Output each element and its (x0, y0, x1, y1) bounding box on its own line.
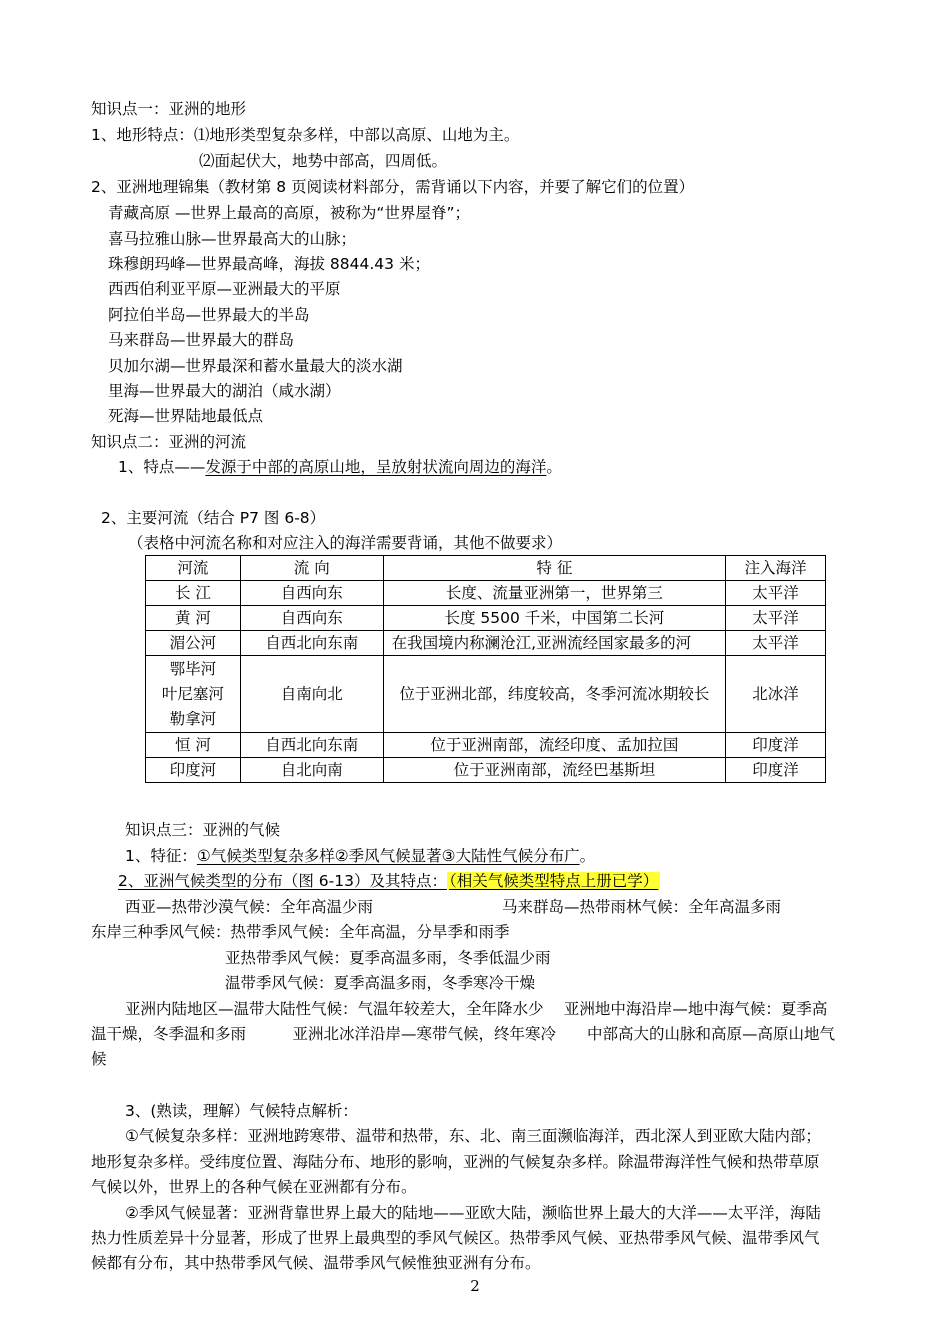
river-ocean: 印度洋 (726, 758, 826, 783)
fact-item: 喜马拉雅山脉—世界最高大的山脉； (108, 230, 357, 248)
table-row (146, 656, 826, 733)
river-feature: 长度 5500 千米，中国第二长河 (383, 606, 725, 631)
river-feature-suffix: 。 (546, 458, 562, 476)
river-ocean: 太平洋 (726, 631, 826, 656)
river-name-line: 勒拿河 (169, 709, 217, 728)
table-header: 河流 (146, 556, 241, 581)
section3-title: 知识点三：亚洲的气候 (125, 821, 281, 839)
main-rivers-note: （表格中河流名称和对应注入的海洋需要背诵，其他不做要求） (128, 534, 563, 552)
analysis-paragraph-line: ①气候复杂多样：亚洲地跨寒带、温带和热带，东、北、南三面濒临海洋，西北深人到亚欧大陆内部； (125, 1127, 821, 1145)
river-direction: 自南向北 (240, 656, 383, 733)
climate-analysis-title: 3、(熟读，理解）气候特点解析： (125, 1102, 358, 1120)
section2-title: 知识点二：亚洲的河流 (91, 433, 247, 451)
analysis-paragraph-line: ②季风气候显著：亚洲背靠世界上最大的陆地——亚欧大陆，濒临世界上最大的大洋——太平洋，海陆 (125, 1204, 821, 1222)
climate-distribution-title: 2、亚洲气候类型的分布（图 6-13）及其特点： (118, 872, 447, 890)
analysis-paragraph-line: 气候以外，世界上的各种气候在亚洲都有分布。 (91, 1178, 417, 1196)
river-ocean: 太平洋 (726, 606, 826, 631)
table-header: 流 向 (240, 556, 383, 581)
climate-feature-prefix: 1、特征： (125, 847, 197, 865)
table-header: 注入海洋 (726, 556, 826, 581)
malay-climate: 马来群岛—热带雨林气候：全年高温多雨 (502, 898, 782, 916)
river-name: 恒 河 (146, 733, 241, 758)
fact-item: 贝加尔湖—世界最深和蓄水量最大的淡水湖 (108, 357, 403, 375)
rivers-table (145, 555, 826, 783)
river-direction: 自西向东 (240, 581, 383, 606)
table-header: 特 征 (383, 556, 725, 581)
section1-title: 知识点一：亚洲的地形 (91, 100, 247, 118)
table-row (146, 733, 826, 758)
river-name (146, 656, 241, 733)
river-feature: 长度、流量亚洲第一，世界第三 (383, 581, 725, 606)
terrain-feature-line1: 1、地形特点：⑴地形类型复杂多样，中部以高原、山地为主。 (91, 126, 520, 144)
table-row (146, 606, 826, 631)
analysis-paragraph-line: 地形复杂多样。受纬度位置、海陆分布、地形的影响，亚洲的气候复杂多样。除温带海洋性气候和热带草原 (91, 1153, 820, 1171)
river-name-line: 叶尼塞河 (161, 684, 224, 703)
main-rivers-title: 2、主要河流（结合 P7 图 6-8） (101, 509, 326, 527)
fact-item: 马来群岛—世界最大的群岛 (108, 331, 295, 349)
page-number: 2 (470, 1277, 480, 1295)
climate-paragraph-line: 亚洲内陆地区—温带大陆性气候：气温年较差大，全年降水少 亚洲地中海沿岸—地中海气候：夏季高 (125, 1000, 828, 1018)
river-feature: 位于亚洲南部，流经印度、孟加拉国 (383, 733, 725, 758)
highlighted-note: （相关气候类型特点上册已学） (448, 872, 659, 890)
river-feature: 在我国境内称澜沧江,亚洲流经国家最多的河 (383, 631, 725, 656)
climate-paragraph-line: 温干燥，冬季温和多雨 亚洲北冰洋沿岸—寒带气候，终年寒冷 中部高大的山脉和高原—高原山地气 (91, 1025, 836, 1043)
table-row (146, 758, 826, 783)
fact-item: 西西伯利亚平原—亚洲最大的平原 (108, 280, 341, 298)
temperate-monsoon-line: 温带季风气候：夏季高温多雨，冬季寒冷干燥 (225, 974, 536, 992)
terrain-feature-line2: ⑵面起伏大，地势中部高，四周低。 (199, 152, 448, 170)
subtropical-monsoon-line: 亚热带季风气候：夏季高温多雨，冬季低温少雨 (225, 949, 551, 967)
river-ocean: 印度洋 (726, 733, 826, 758)
table-row (146, 581, 826, 606)
river-feature: 位于亚洲北部，纬度较高，冬季河流冰期较长 (383, 656, 725, 733)
river-direction: 自西北向东南 (240, 631, 383, 656)
river-direction: 自西向东 (240, 606, 383, 631)
river-ocean: 太平洋 (726, 581, 826, 606)
river-feature-text: 发源于中部的高原山地，呈放射状流向周边的海洋 (205, 458, 547, 476)
climate-distribution-line (118, 871, 660, 891)
climate-feature-text: ①气候类型复杂多样②季风气候显著③大陆性气候分布广 (196, 847, 580, 865)
fact-item: 死海—世界陆地最低点 (108, 407, 264, 425)
climate-feature-suffix: 。 (579, 847, 596, 865)
fact-item: 青藏高原 —世界上最高的高原，被称为“世界屋脊”； (108, 204, 470, 222)
climate-paragraph-line: 候 (91, 1050, 107, 1068)
monsoon-climate-line: 东岸三种季风气候：热带季风气候：全年高温，分旱季和雨季 (91, 923, 510, 941)
fact-item: 里海—世界最大的湖泊（咸水湖） (108, 382, 341, 400)
analysis-paragraph-line: 热力性质差异十分显著，形成了世界上最典型的季风气候区。热带季风气候、亚热带季风气候、温带季风气 (91, 1229, 820, 1247)
river-feature-line (118, 457, 562, 477)
table-header-row (146, 556, 826, 581)
river-name: 印度河 (146, 758, 241, 783)
river-direction: 自北向南 (240, 758, 383, 783)
table-row (146, 631, 826, 656)
climate-feature-line (125, 846, 595, 866)
river-name: 长 江 (146, 581, 241, 606)
analysis-paragraph-line: 候都有分布，其中热带季风气候、温带季风气候惟独亚洲有分布。 (91, 1254, 541, 1272)
river-direction: 自西北向东南 (240, 733, 383, 758)
river-feature: 位于亚洲南部，流经巴基斯坦 (383, 758, 725, 783)
geography-collection-title: 2、亚洲地理锦集（教材第 8 页阅读材料部分，需背诵以下内容，并要了解它们的位置） (91, 178, 695, 196)
river-name-line: 鄂毕河 (169, 659, 217, 678)
fact-item: 阿拉伯半岛—世界最大的半岛 (108, 306, 310, 324)
fact-item: 珠穆朗玛峰—世界最高峰，海拔 8844.43 米； (108, 255, 430, 273)
river-ocean: 北冰洋 (726, 656, 826, 733)
westasia-climate: 西亚—热带沙漠气候：全年高温少雨 (125, 898, 374, 916)
river-name: 黄 河 (146, 606, 241, 631)
river-name: 湄公河 (146, 631, 241, 656)
river-feature-prefix: 1、特点—— (118, 458, 206, 476)
